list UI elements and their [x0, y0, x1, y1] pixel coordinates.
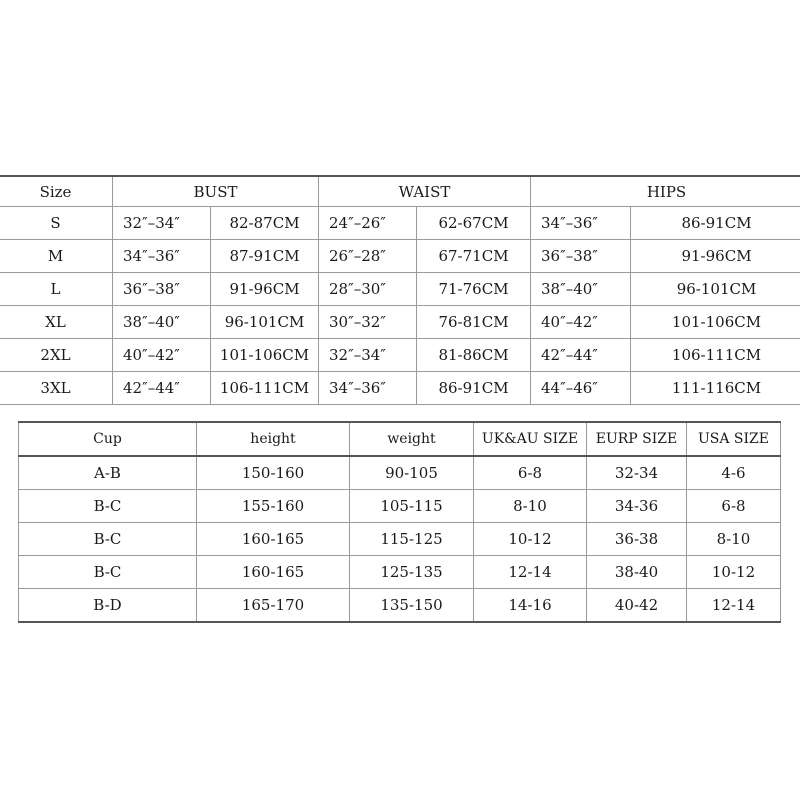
cup-chart-table — [18, 421, 781, 623]
size-row — [0, 339, 800, 372]
waist-header: WAIST — [319, 176, 531, 207]
waist-cm-cell: 71-76CM — [417, 273, 531, 306]
weight-cell: 90-105 — [350, 456, 474, 490]
waist-cm-cell: 67-71CM — [417, 240, 531, 273]
hips-cm-cell: 91-96CM — [631, 240, 800, 273]
bust-header: BUST — [113, 176, 319, 207]
hips-cm-cell: 96-101CM — [631, 273, 800, 306]
waist-cm-cell: 62-67CM — [417, 207, 531, 240]
eurp-size-cell: 32-34 — [587, 456, 687, 490]
bust-cm-cell: 101-106CM — [211, 339, 319, 372]
weight-cell: 125-135 — [350, 556, 474, 589]
usa-size-cell: 10-12 — [687, 556, 781, 589]
cup-cell: B-C — [19, 523, 197, 556]
height-cell: 150-160 — [197, 456, 350, 490]
usa-size-cell: 12-14 — [687, 589, 781, 623]
size-header: Size — [0, 176, 113, 207]
waist-inch-cell: 28″–30″ — [319, 273, 417, 306]
bust-cm-cell: 96-101CM — [211, 306, 319, 339]
weight-cell: 105-115 — [350, 490, 474, 523]
cup-header: Cup — [19, 422, 197, 456]
cup-row — [19, 589, 781, 623]
uk-au-size-cell: 10-12 — [474, 523, 587, 556]
eurp-size-cell: 38-40 — [587, 556, 687, 589]
size-row — [0, 306, 800, 339]
hips-inch-cell: 42″–44″ — [531, 339, 631, 372]
uk-au-size-cell: 12-14 — [474, 556, 587, 589]
cup-row — [19, 556, 781, 589]
size-cell: M — [0, 240, 113, 273]
size-cell: S — [0, 207, 113, 240]
size-header-row — [0, 176, 800, 207]
uk-au-size-cell: 6-8 — [474, 456, 587, 490]
waist-cm-cell: 76-81CM — [417, 306, 531, 339]
size-row — [0, 273, 800, 306]
eurp-size-cell: 36-38 — [587, 523, 687, 556]
weight-cell: 135-150 — [350, 589, 474, 623]
bust-inch-cell: 36″–38″ — [113, 273, 211, 306]
eurp-size-cell: 40-42 — [587, 589, 687, 623]
cup-row — [19, 456, 781, 490]
cup-row — [19, 490, 781, 523]
size-row — [0, 207, 800, 240]
cup-header-row — [19, 422, 781, 456]
usa-size-cell: 8-10 — [687, 523, 781, 556]
weight-header: weight — [350, 422, 474, 456]
waist-cm-cell: 86-91CM — [417, 372, 531, 405]
cup-cell: B-D — [19, 589, 197, 623]
weight-cell: 115-125 — [350, 523, 474, 556]
size-row — [0, 372, 800, 405]
usa-size-cell: 4-6 — [687, 456, 781, 490]
waist-cm-cell: 81-86CM — [417, 339, 531, 372]
bust-cm-cell: 87-91CM — [211, 240, 319, 273]
hips-inch-cell: 44″–46″ — [531, 372, 631, 405]
bust-inch-cell: 40″–42″ — [113, 339, 211, 372]
bust-inch-cell: 42″–44″ — [113, 372, 211, 405]
bust-inch-cell: 32″–34″ — [113, 207, 211, 240]
hips-cm-cell: 111-116CM — [631, 372, 800, 405]
height-header: height — [197, 422, 350, 456]
eurp-size-cell: 34-36 — [587, 490, 687, 523]
bust-cm-cell: 106-111CM — [211, 372, 319, 405]
height-cell: 155-160 — [197, 490, 350, 523]
bust-cm-cell: 82-87CM — [211, 207, 319, 240]
size-cell: XL — [0, 306, 113, 339]
uk-au-size-header: UK&AU SIZE — [474, 422, 587, 456]
hips-inch-cell: 40″–42″ — [531, 306, 631, 339]
uk-au-size-cell: 14-16 — [474, 589, 587, 623]
cup-cell: B-C — [19, 556, 197, 589]
uk-au-size-cell: 8-10 — [474, 490, 587, 523]
height-cell: 160-165 — [197, 556, 350, 589]
cup-cell: A-B — [19, 456, 197, 490]
hips-cm-cell: 106-111CM — [631, 339, 800, 372]
waist-inch-cell: 24″–26″ — [319, 207, 417, 240]
bust-inch-cell: 34″–36″ — [113, 240, 211, 273]
bust-inch-cell: 38″–40″ — [113, 306, 211, 339]
size-chart-table — [0, 175, 800, 405]
usa-size-header: USA SIZE — [687, 422, 781, 456]
cup-cell: B-C — [19, 490, 197, 523]
hips-inch-cell: 36″–38″ — [531, 240, 631, 273]
bust-cm-cell: 91-96CM — [211, 273, 319, 306]
size-cell: 3XL — [0, 372, 113, 405]
waist-inch-cell: 26″–28″ — [319, 240, 417, 273]
hips-inch-cell: 34″–36″ — [531, 207, 631, 240]
size-cell: 2XL — [0, 339, 113, 372]
eurp-size-header: EURP SIZE — [587, 422, 687, 456]
waist-inch-cell: 30″–32″ — [319, 306, 417, 339]
waist-inch-cell: 34″–36″ — [319, 372, 417, 405]
height-cell: 165-170 — [197, 589, 350, 623]
waist-inch-cell: 32″–34″ — [319, 339, 417, 372]
usa-size-cell: 6-8 — [687, 490, 781, 523]
height-cell: 160-165 — [197, 523, 350, 556]
size-cell: L — [0, 273, 113, 306]
hips-cm-cell: 86-91CM — [631, 207, 800, 240]
size-row — [0, 240, 800, 273]
hips-cm-cell: 101-106CM — [631, 306, 800, 339]
hips-inch-cell: 38″–40″ — [531, 273, 631, 306]
cup-row — [19, 523, 781, 556]
hips-header: HIPS — [531, 176, 800, 207]
